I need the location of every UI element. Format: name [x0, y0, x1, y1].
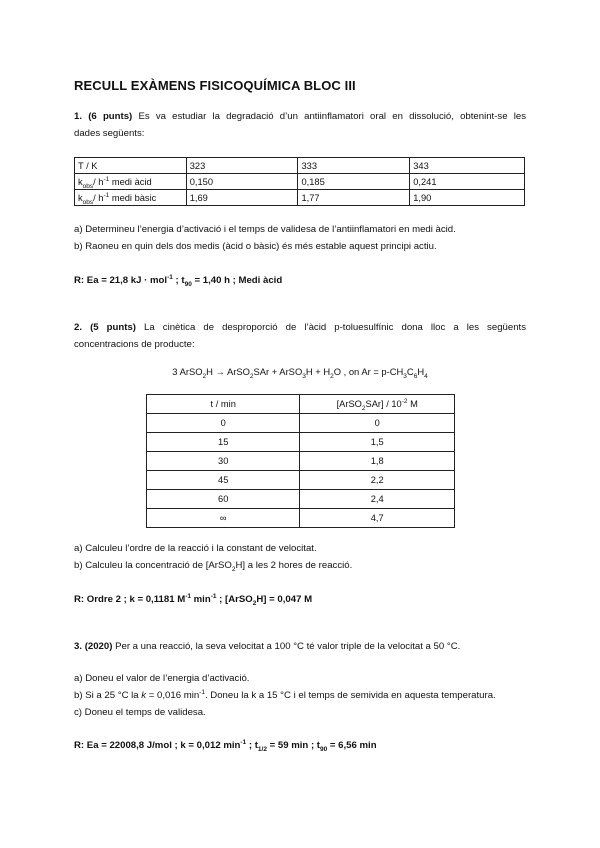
table-cell: 4,7 [300, 509, 455, 528]
q3-year: (2020) [84, 641, 113, 652]
table-cell: 2,4 [300, 490, 455, 509]
table-cell: 0,241 [410, 174, 525, 190]
q1-number: 1. [74, 111, 83, 122]
q1-temp-333: 333 [298, 158, 410, 174]
q1-data-table [74, 157, 525, 206]
q2-intro-line2: concentracions de producte: [74, 339, 195, 350]
table-cell: ∞ [147, 509, 300, 528]
q2-header-conc: [ArSO$_2$SAr] / $10^{-2}$ M [300, 395, 455, 414]
q2-intro-text: La cinètica de desproporció de l’àcid p-toluesulfínic dona lloc a les següents [144, 322, 526, 333]
q2-part-a: a) Calculeu l’ordre de la reacció i la constant de velocitat. [74, 543, 317, 554]
table-row [147, 509, 455, 528]
q3-part-b: b) Si a 25 °C la k = 0,016 $\min^{-1}$. Doneu la k a 15 °C i el temps de semivida en aquesta temperatura. [74, 688, 496, 701]
q2-points: (5 punts) [90, 322, 136, 333]
q2-part-b: b) Calculeu la concentració de [ArSO$_2$H] a les 2 hores de reacció. [74, 560, 353, 573]
table-cell: 0 [147, 414, 300, 433]
table-cell: 60 [147, 490, 300, 509]
table-cell: 2,2 [300, 471, 455, 490]
q3-answer: R: Ea = 22008,8 J/mol ; k = 0,012 $\min^{-1}$ ; $t_{1/2} = 59$ min ; $t_{90} = 6,56$ min [74, 738, 377, 753]
table-row [75, 174, 525, 190]
table-cell: 1,90 [410, 190, 525, 206]
q1-part-b: b) Raoneu en quin dels dos medis (àcid o bàsic) és més estable aquest principi actiu. [74, 241, 437, 252]
table-cell: 0,150 [186, 174, 298, 190]
table-cell: 1,77 [298, 190, 410, 206]
q2-data-table [146, 394, 455, 528]
table-cell: 1,69 [186, 190, 298, 206]
q1-temp-343: 343 [410, 158, 525, 174]
q3-intro [74, 638, 460, 655]
q2-intro-line1 [74, 319, 526, 336]
table-row [147, 490, 455, 509]
table-row [147, 395, 455, 414]
table-row [147, 414, 455, 433]
q2-header-time: t / min [147, 395, 300, 414]
q2-number: 2. [74, 322, 83, 333]
table-row [147, 433, 455, 452]
q1-answer: R: Ea = 21,8 kJ · mol$^{-1}$ ; $t_{90} = 1,40$ h ; Medi àcid [74, 273, 283, 288]
table-row [147, 452, 455, 471]
table-row [147, 471, 455, 490]
table-row [75, 190, 525, 206]
q3-part-a: a) Doneu el valor de l’energia d’activació. [74, 673, 250, 684]
q1-part-a: a) Determineu l’energia d’activació i el temps de validesa de l’antiinflamatori en medi àcid. [74, 224, 456, 235]
q1-row-acid-label: $k_{obs}/$ $h^{-1}$ medi àcid [75, 174, 187, 190]
table-cell: 1,8 [300, 452, 455, 471]
q3-number: 3. [74, 641, 83, 652]
q1-intro-line1 [74, 108, 526, 125]
q1-intro-line2: dades següents: [74, 128, 145, 139]
table-cell: 30 [147, 452, 300, 471]
table-cell: 0,185 [298, 174, 410, 190]
q2-equation: 3 ArSO$_2$H → ArSO$_2$SAr + ArSO$_3$H + $H_2O$ , on $Ar = p-CH_3C_6H_4$ [172, 366, 428, 380]
q2-answer: R: Ordre 2 ; k = 0,1181 $M^{-1}$ $\min^{-1}$ ; [ArSO$_2$H] = 0,047 M [74, 592, 313, 607]
q1-intro-text: Es va estudiar la degradació d’un antiinflamatori oral en dissolució, obtenint-se les [138, 111, 526, 122]
table-cell: 1,5 [300, 433, 455, 452]
table-row [75, 158, 525, 174]
table-cell: 45 [147, 471, 300, 490]
q1-points: (6 punts) [88, 111, 133, 122]
table-cell: 15 [147, 433, 300, 452]
page-title: RECULL EXÀMENS FISICOQUÍMICA BLOC III [74, 78, 356, 93]
q1-row-basic-label: $k_{obs}/$ $h^{-1}$ medi bàsic [75, 190, 187, 206]
q3-intro-text: Per a una reacció, la seva velocitat a 100 °C té valor triple de la velocitat a 50 °C. [112, 641, 461, 652]
q1-temp-323: 323 [186, 158, 298, 174]
q1-header-label: T / K [75, 158, 187, 174]
q3-part-c: c) Doneu el temps de validesa. [74, 707, 206, 718]
table-cell: 0 [300, 414, 455, 433]
